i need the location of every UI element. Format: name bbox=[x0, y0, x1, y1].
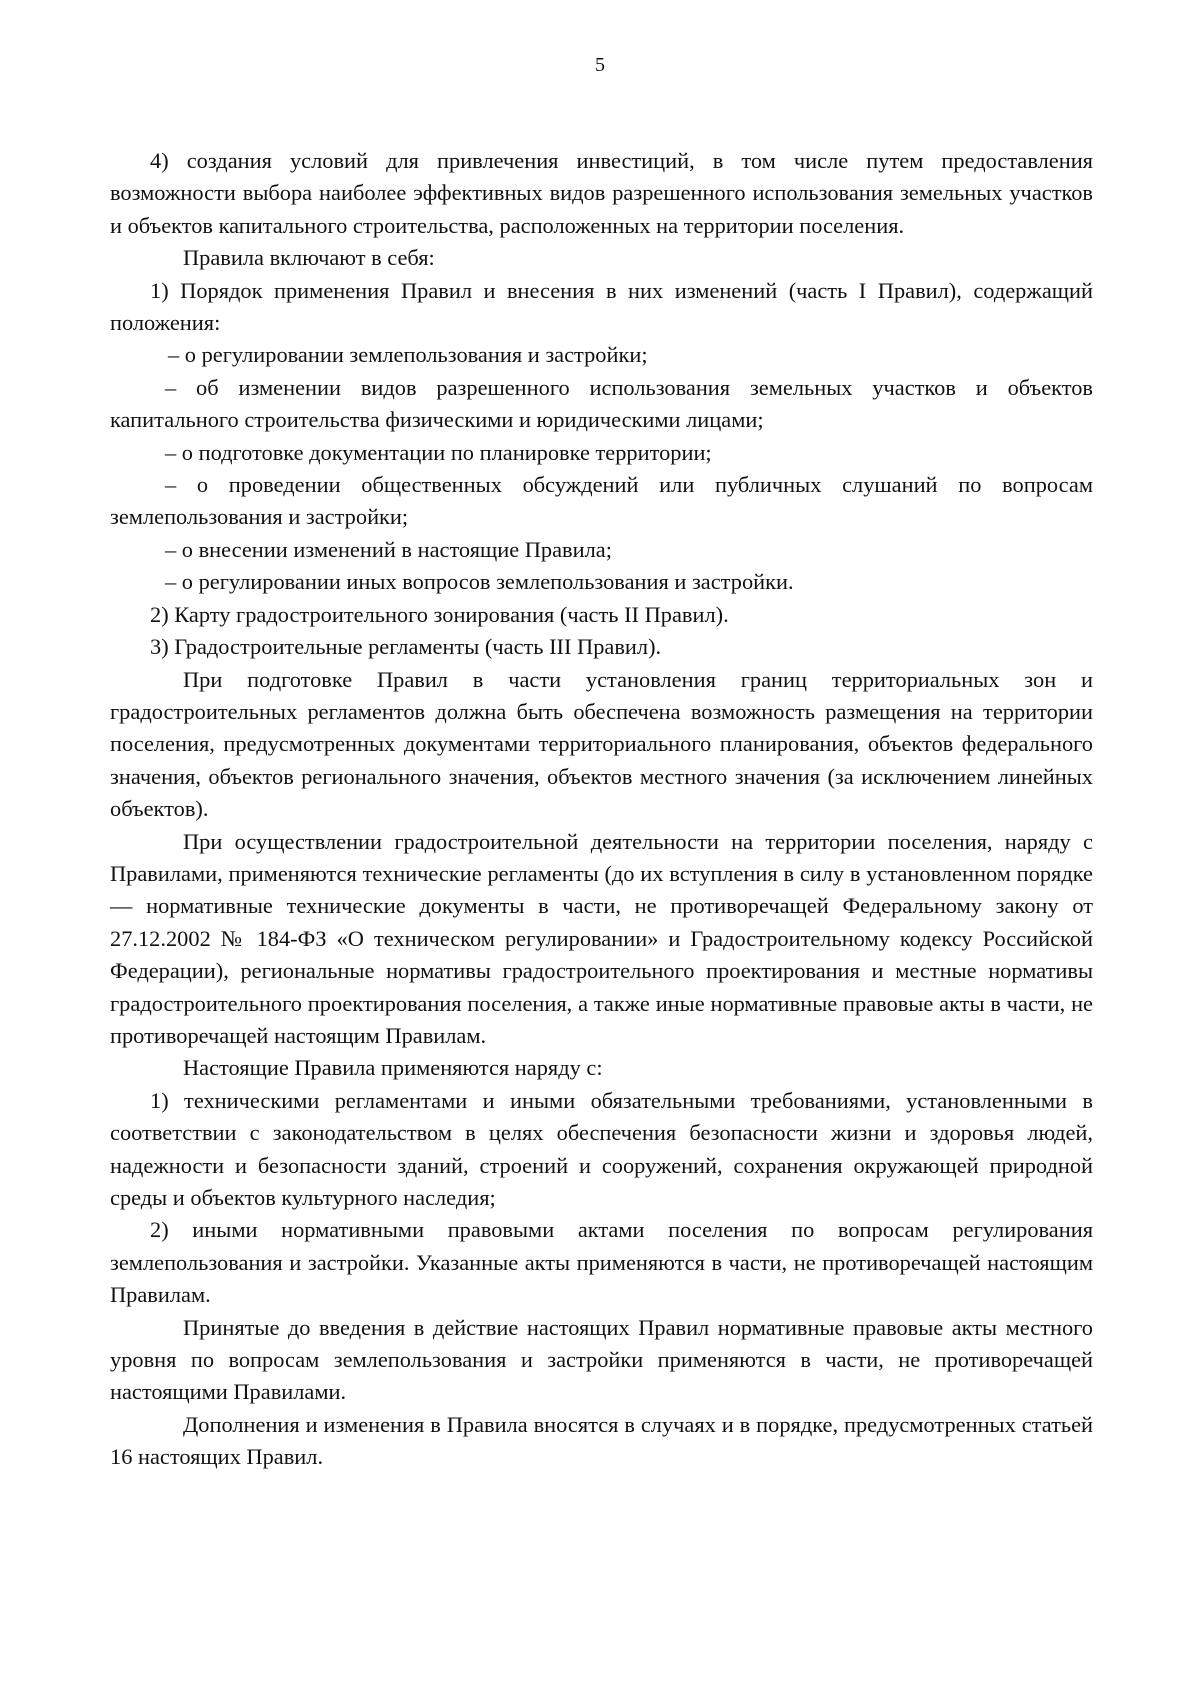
list-item-mandatory-requirements: 1) техническими регламентами и иными обязательными требованиями, установленными в соответствии с законодательством в целях обеспечения безопасности жизни и здоровья людей, надежности и безопасности зданий, строений и сооружений, сохранения окружающей природной среды и объектов культурного наследия; bbox=[110, 1087, 1093, 1210]
paragraph-rules-include: Правила включают в себя: bbox=[183, 245, 435, 271]
paragraph-technical-regulations: При осуществлении градостроительной деятельности на территории поселения, наряду с Правилами, применяются технические регламенты (до их вступления в силу в установленном порядке — нормативные технические документы в части, не противоречащей Федеральному закону от 27.12.2002 № 184-ФЗ «О техническом регулировании» и Градостроительному кодексу Российской Федерации), региональные нормативы градостроительного проектирования и местные нормативы градостроительного проектирования поселения, а также иные нормативные правовые акты в части, не противоречащей настоящим Правилам. bbox=[110, 828, 1093, 1048]
list-item-procedure: 1) Порядок применения Правил и внесения в них изменений (часть I Правил), содержащий положения: bbox=[110, 277, 1093, 336]
dash-item-planning-docs: – о подготовке документации по планировке территории; bbox=[165, 439, 712, 465]
paragraph-amendments-article-16: Дополнения и изменения в Правила вносятся в случаях и в порядке, предусмотренных статьей 16 настоящих Правил. bbox=[110, 1411, 1093, 1470]
page-number: 5 bbox=[595, 54, 605, 76]
paragraph-item-4-investments: 4) создания условий для привлечения инвестиций, в том числе путем предоставления возможности выбора наиболее эффективных видов разрешенного использования земельных участков и объектов капитального строительства, расположенных на территории поселения. bbox=[110, 148, 1093, 238]
list-item-other-acts: 2) иными нормативными правовыми актами поселения по вопросам регулирования землепользования и застройки. Указанные акты применяются в части, не противоречащей настоящим Правилам. bbox=[110, 1217, 1093, 1308]
paragraph-prior-acts: Принятые до введения в действие настоящих Правил нормативные правовые акты местного уровня по вопросам землепользования и застройки применяются в части, не противоречащей настоящими Правилами. bbox=[110, 1314, 1093, 1405]
dash-item-regulation: – о регулировании землепользования и застройки; bbox=[168, 342, 648, 368]
dash-item-public-hearings: – о проведении общественных обсуждений или публичных слушаний по вопросам землепользования и застройки; bbox=[110, 472, 1093, 530]
dash-item-amendments: – о внесении изменений в настоящие Правила; bbox=[165, 536, 612, 562]
dash-item-other-issues: – о регулировании иных вопросов землепользования и застройки. bbox=[165, 569, 794, 595]
paragraph-applied-alongside: Настоящие Правила применяются наряду с: bbox=[183, 1055, 603, 1081]
dash-item-change-use-types: – об изменении видов разрешенного использования земельных участков и объектов капитального строительства физическими и юридическими лицами; bbox=[110, 374, 1093, 433]
document-body bbox=[110, 145, 1093, 1474]
paragraph-zone-boundaries: При подготовке Правил в части установления границ территориальных зон и градостроительных регламентов должна быть обеспечена возможность размещения на территории поселения, предусмотренных документами территориального планирования, объектов федерального значения, объектов регионального значения, объектов местного значения (за исключением линейных объектов). bbox=[110, 666, 1093, 822]
list-item-regulations: 3) Градостроительные регламенты (часть III Правил). bbox=[150, 634, 662, 660]
list-item-zoning-map: 2) Карту градостроительного зонирования (часть II Правил). bbox=[150, 601, 729, 627]
